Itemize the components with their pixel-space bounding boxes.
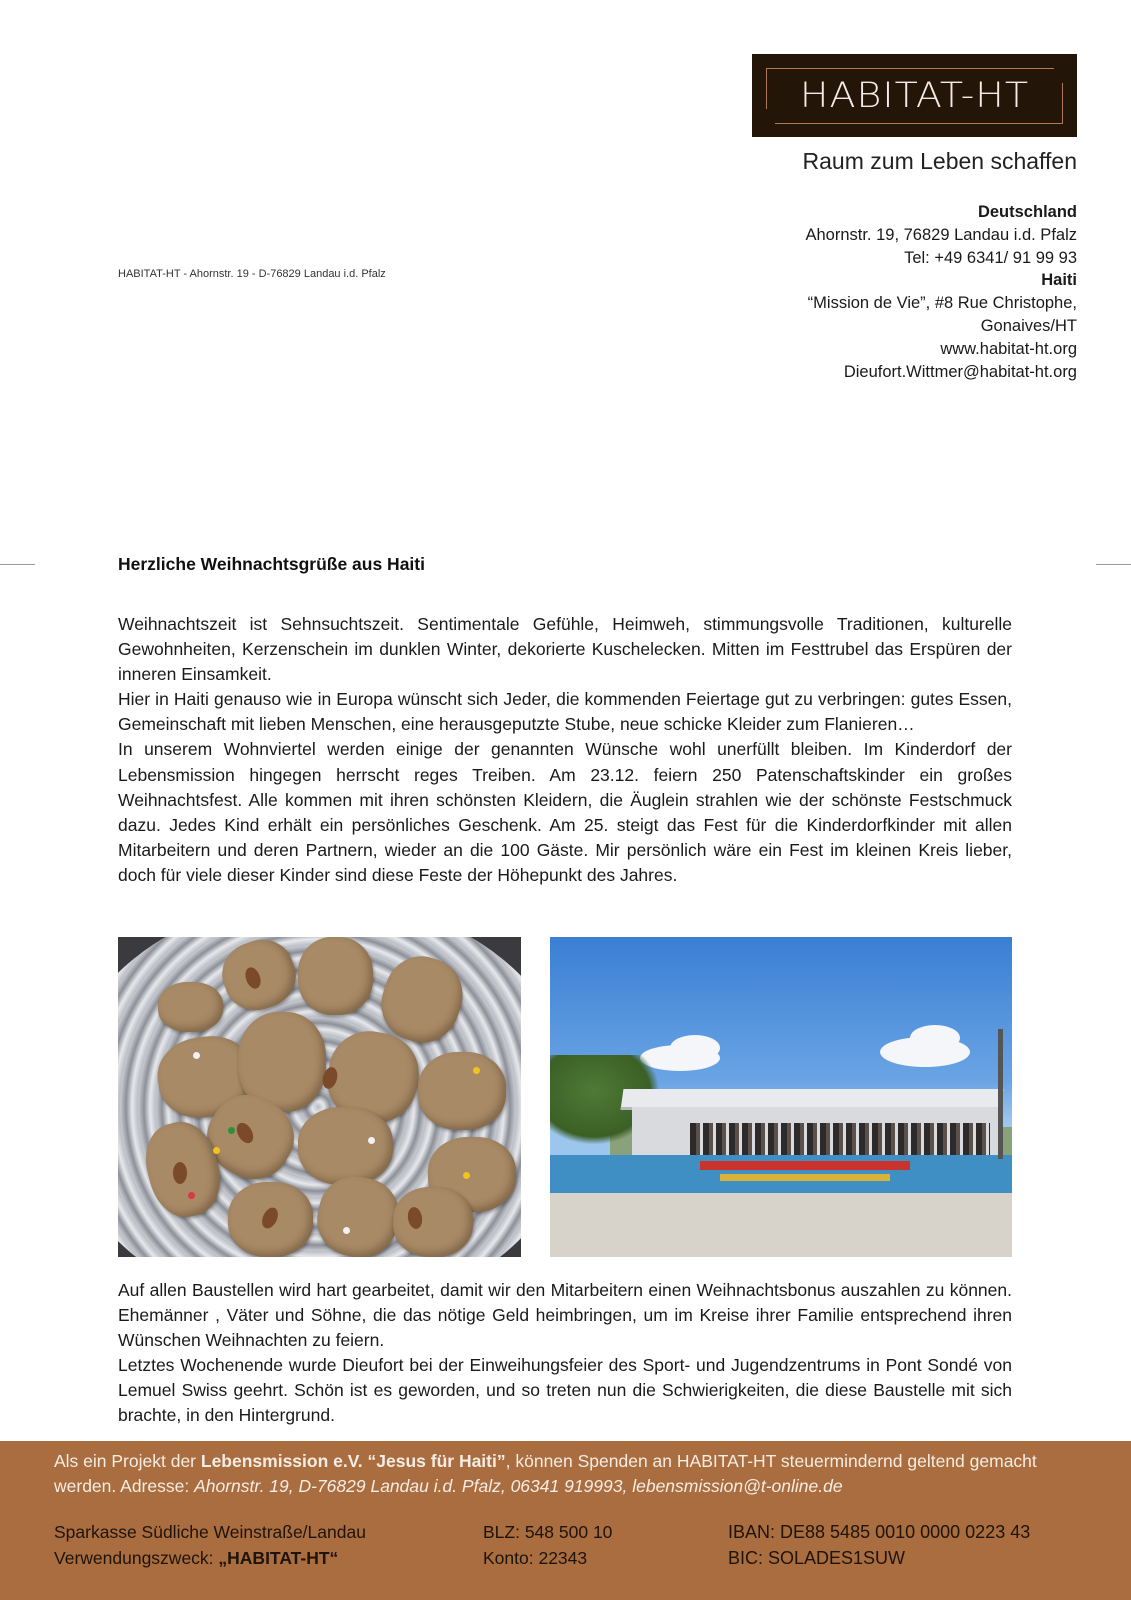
konto: Konto: 22343 — [483, 1548, 588, 1568]
intro-text: , können Spenden an HABITAT-HT steuermindernd geltend gemacht werden. Adresse: — [54, 1451, 1037, 1496]
cookie — [298, 937, 373, 1015]
ground — [550, 1193, 1012, 1257]
purpose-value: „HABITAT-HT“ — [218, 1548, 339, 1568]
blz: BLZ: 548 500 10 — [483, 1522, 613, 1542]
account-info — [483, 1519, 612, 1571]
lamp-post — [998, 1029, 1003, 1159]
donation-address: Ahornstr. 19, D-76829 Landau i.d. Pfalz, 06341 919993, lebensmission@t-online.de — [194, 1476, 843, 1496]
sender-line: HABITAT-HT - Ahornstr. 19 - D-76829 Landau i.d. Pfalz — [118, 268, 386, 280]
email-link[interactable]: Dieufort.Wittmer@habitat-ht.org — [843, 362, 1077, 381]
cookies-photo — [118, 937, 521, 1257]
paragraph: Auf allen Baustellen wird hart gearbeitet, damit wir den Mitarbeitern einen Weihnachtsbonus auszahlen zu können. Ehemänner , Väter und Söhne, die das nötige Geld heimbringen, um im Kreise ihrer Familie entsprechend ihren Wünschen Weihnachten zu feiern. — [118, 1280, 1012, 1351]
donation-footer — [0, 1441, 1131, 1600]
phone-number: Tel: +49 6341/ 91 99 93 — [904, 248, 1077, 267]
bank-info — [54, 1519, 366, 1571]
paragraph: In unserem Wohnviertel werden einige der genannten Wünsche wohl unerfüllt bleiben. Im Kinderdorf der Lebensmission hingegen herrscht reges Treiben. Am 23.12. feiern 250 Patenschaftskinder ein großes Weihnachtsfest. Alle kommen mit ihren schönsten Kleidern, die Äuglein strahlen wie der schönste Festschmuck dazu. Jedes Kind erhält ein persönliches Geschenk. Am 25. steigt das Fest für die Kinderdorfkinder mit allen Mitarbeitern und deren Partnern, wieder an die 100 Gäste. Mir persönlich wäre ein Fest im kleinen Kreis lieber, doch für viele dieser Kinder sind diese Feste der Höhepunkt des Jahres. — [118, 739, 1012, 885]
contact-block — [737, 201, 1077, 383]
cookie — [298, 1107, 393, 1185]
fold-mark-right — [1096, 564, 1131, 565]
cookie — [158, 982, 223, 1032]
letter-body-bottom — [118, 1278, 1012, 1429]
paragraph: Hier in Haiti genauso wie in Europa wünscht sich Jeder, die kommenden Feiertage gut zu verbringen: gutes Essen, Gemeinschaft mit lieben Menschen, eine herausgeputzte Stube, neue schicke Kleider zum Flanieren… — [118, 689, 1012, 735]
bic: BIC: SOLADES1SUW — [728, 1548, 906, 1568]
country-haiti: Haiti — [1041, 271, 1077, 290]
paragraph: Weihnachtszeit ist Sehnsuchtszeit. Sentimentale Gefühle, Heimweh, stimmungsvolle Traditionen, kulturelle Gewohnheiten, Kerzenschein im dunklen Winter, dekorierte Kuschelecken. Mitten im Festtrubel das Erspüren der inneren Einsamkeit. — [118, 614, 1012, 685]
address-haiti-line1: “Mission de Vie”, #8 Rue Christophe, — [807, 294, 1077, 313]
sprinkle — [193, 1052, 200, 1059]
cookie — [393, 1187, 473, 1257]
sports-center-photo — [550, 937, 1012, 1257]
sprinkle — [343, 1227, 350, 1234]
habitat-logo — [752, 54, 1077, 137]
tagline: Raum zum Leben schaffen — [802, 148, 1077, 174]
sprinkle — [463, 1172, 470, 1179]
country-germany: Deutschland — [977, 203, 1077, 221]
address-germany: Ahornstr. 19, 76829 Landau i.d. Pfalz — [805, 225, 1077, 244]
cloud — [910, 1025, 960, 1051]
purpose-label: Verwendungszweck: — [54, 1548, 219, 1568]
crowd — [690, 1123, 990, 1155]
iban-info — [728, 1519, 1030, 1571]
bank-name: Sparkasse Südliche Weinstraße/Landau — [54, 1522, 366, 1542]
letter-title: Herzliche Weihnachtsgrüße aus Haiti — [118, 554, 425, 574]
almond — [173, 1162, 187, 1184]
organization-name: Lebensmission e.V. “Jesus für Haiti” — [200, 1451, 506, 1471]
paragraph: Letztes Wochenende wurde Dieufort bei der Einweihungsfeier des Sport- und Jugendzentrums in Pont Sondé von Lemuel Swiss geehrt. Schön ist es geworden, und so treten nun die Schwierigkeiten, die diese Baustelle mit sich brachte, in den Hintergrund. — [118, 1355, 1012, 1426]
sprinkle — [228, 1127, 235, 1134]
wall-sign — [700, 1161, 910, 1170]
address-haiti-line2: Gonaives/HT — [980, 316, 1077, 335]
website-link[interactable]: www.habitat-ht.org — [940, 339, 1077, 358]
donation-intro — [54, 1449, 1084, 1499]
letter-body-top — [118, 612, 1012, 888]
sprinkle — [213, 1147, 220, 1154]
sprinkle — [188, 1192, 195, 1199]
cloud — [670, 1035, 720, 1061]
cookie — [418, 1052, 506, 1130]
sprinkle — [473, 1067, 480, 1074]
iban: IBAN: DE88 5485 0010 0000 0223 43 — [728, 1522, 1031, 1542]
wall-sign — [720, 1174, 890, 1181]
logo-text: HABITAT-HT — [799, 74, 1030, 116]
fold-mark-left — [0, 564, 35, 565]
intro-text: Als ein Projekt der — [54, 1451, 201, 1471]
sprinkle — [368, 1137, 375, 1144]
purpose-line — [54, 1545, 366, 1571]
